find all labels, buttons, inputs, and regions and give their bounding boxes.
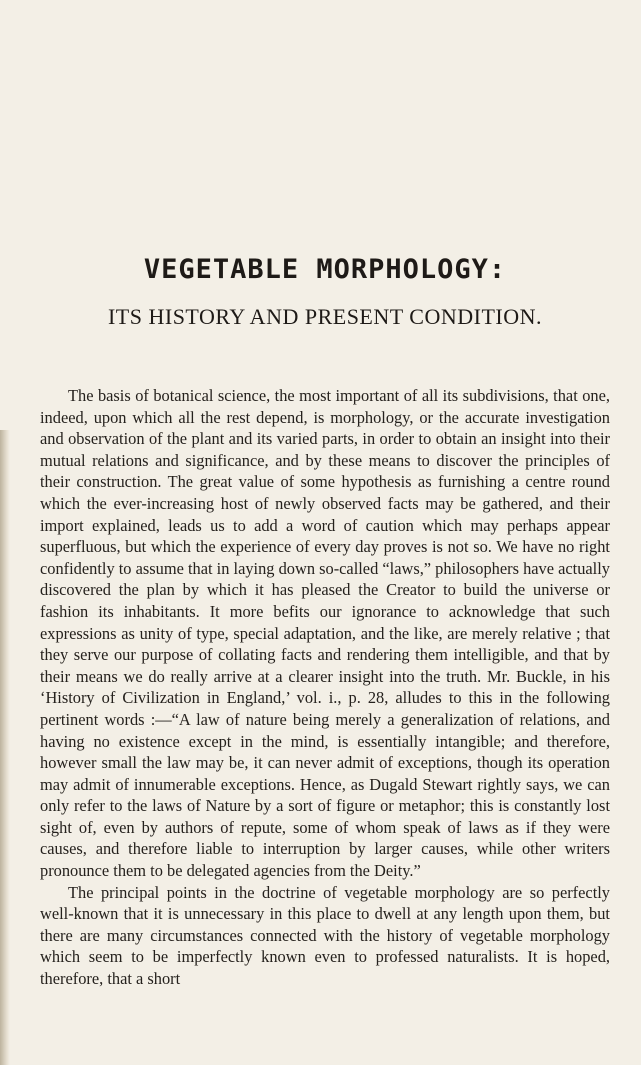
page bbox=[40, 254, 610, 990]
paragraph-2: The principal points in the doctrine of vegetable morphology are so perfectly well-known that it is unnecessary in this place to dwell at any length upon them, but there are many circumstances connected with the history of vegetable morphology which seem to be imperfectly known even to professed naturalists. It is hoped, therefore, that a short bbox=[40, 882, 610, 989]
page-edge-shadow bbox=[0, 430, 10, 1065]
page-subtitle: ITS HISTORY AND PRESENT CONDITION. bbox=[107, 304, 542, 329]
page-title: VEGETABLE MORPHOLOGY: bbox=[143, 254, 507, 285]
paragraph-1: The basis of botanical science, the most important of all its subdivisions, that one, indeed, upon which all the rest depend, is morphology, or the accurate investigation and observation of the plant and its varied parts, in order to obtain an insight into their mutual relations and significance, and by these means to discover the principles of their construction. The great value of some hypothesis as furnishing a centre round which the ever-increasing host of newly observed facts may be gathered, and their import explained, leads us to add a word of caution which may perhaps appear superfluous, but which the experience of every day proves is not so. We have no right confidently to assume that in laying down so-called “laws,” philosophers have actually discovered the plan by which it has pleased the Creator to build the universe or fashion its inhabitants. It more befits our ignorance to acknowledge that such expressions as unity of type, special adaptation, and the like, are merely relative ; that they serve our purpose of collating facts and rendering them intelligible, and that by their means we do really arrive at a clearer insight into the truth. Mr. Buckle, in his ‘History of Civilization in England,’ vol. i., p. 28, alludes to this in the following pertinent words :—“A law of nature being merely a generalization of relations, and having no existence except in the mind, is essentially intangible; and therefore, however small the law may be, it can never admit of exceptions, though its operation may admit of innumerable exceptions. Hence, as Dugald Stewart rightly says, we can only refer to the laws of Nature by a sort of figure or metaphor; this is constantly lost sight of, even by authors of repute, some of whom speak of laws as if they were causes, and therefore liable to interruption by larger causes, while other writers pronounce them to be delegated agencies from the Deity.” bbox=[40, 386, 610, 881]
body-text bbox=[40, 385, 610, 990]
